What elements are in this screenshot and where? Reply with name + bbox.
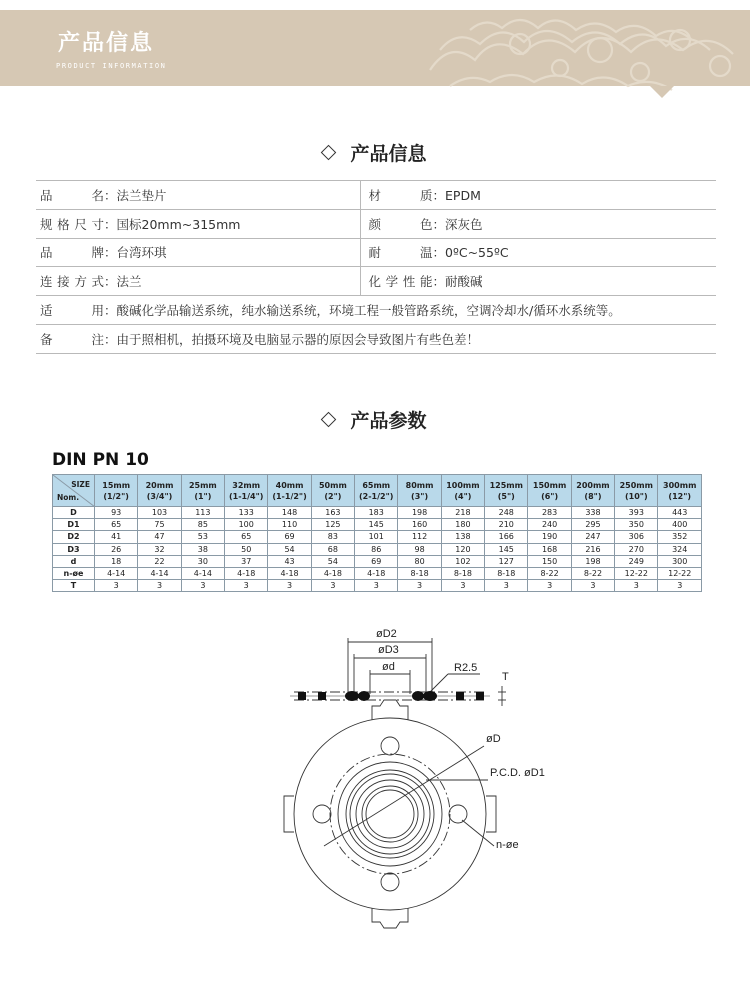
row-label: T	[53, 580, 95, 592]
section-block	[298, 692, 306, 700]
label-d3: øD3	[378, 644, 399, 656]
row-label: n-øe	[53, 567, 95, 579]
table-cell: 190	[528, 531, 571, 543]
info-label: 品牌	[40, 245, 104, 261]
table-cell: 37	[225, 555, 268, 567]
table-cell: 8-18	[398, 567, 441, 579]
usage-label: 适用	[40, 303, 104, 319]
info-row: 品牌：台湾环琪 耐温：0ºC~55ºC	[36, 238, 716, 267]
info-row: 规格尺寸：国标20mm~315mm 颜色：深灰色	[36, 209, 716, 238]
table-cell: 216	[571, 543, 614, 555]
table-cell: 83	[311, 531, 354, 543]
table-cell: 38	[181, 543, 224, 555]
col-mm: 200mm	[576, 480, 610, 490]
label-d: ød	[382, 661, 395, 673]
info-row-note: 备注：由于照相机，拍摄环境及电脑显示器的原因会导致图片有些色差！	[36, 324, 716, 353]
col-mm: 50mm	[318, 480, 347, 490]
table-cell: 283	[528, 507, 571, 519]
table-cell: 8-22	[528, 567, 571, 579]
table-cell: 65	[225, 531, 268, 543]
info-section-title	[0, 139, 750, 166]
spec-col-header	[571, 475, 614, 507]
table-cell: 163	[311, 507, 354, 519]
table-cell: 3	[528, 580, 571, 592]
col-mm: 40mm	[275, 480, 304, 490]
col-inch: (3")	[411, 491, 429, 501]
col-mm: 80mm	[405, 480, 434, 490]
col-mm: 25mm	[188, 480, 217, 490]
info-row: 连接方式：法兰 化学性能：耐酸碱	[36, 267, 716, 296]
table-cell: 338	[571, 507, 614, 519]
table-cell: 145	[485, 543, 528, 555]
table-row	[53, 543, 702, 555]
spec-col-header	[658, 475, 702, 507]
note-label: 备注	[40, 331, 104, 347]
table-cell: 400	[658, 519, 702, 531]
table-cell: 249	[615, 555, 658, 567]
outer-circle	[294, 718, 486, 910]
info-value: 台湾环琪	[116, 245, 167, 261]
col-mm: 300mm	[663, 480, 697, 490]
banner-title: 产品信息	[58, 31, 155, 56]
table-cell: 110	[268, 519, 311, 531]
info-value: EPDM	[445, 187, 481, 203]
table-cell: 4-18	[225, 567, 268, 579]
table-cell: 4-14	[181, 567, 224, 579]
table-cell: 54	[311, 555, 354, 567]
info-value: 法兰垫片	[116, 187, 167, 203]
info-value: 耐酸碱	[445, 274, 483, 290]
standard-label: DIN PN 10	[52, 450, 149, 470]
table-row	[53, 555, 702, 567]
label-t: T	[502, 671, 509, 683]
table-cell: 166	[485, 531, 528, 543]
section-bead	[412, 691, 424, 701]
bolt-hole	[381, 873, 399, 891]
diamond-icon	[321, 412, 337, 428]
table-cell: 69	[355, 555, 398, 567]
info-value: 0ºC~55ºC	[445, 245, 509, 261]
table-cell: 393	[615, 507, 658, 519]
spec-col-header	[355, 475, 398, 507]
table-row	[53, 580, 702, 592]
col-inch: (10")	[624, 491, 648, 501]
header-banner	[0, 10, 750, 86]
table-row	[53, 519, 702, 531]
col-mm: 100mm	[446, 480, 480, 490]
row-label: D2	[53, 531, 95, 543]
table-cell: 218	[441, 507, 484, 519]
table-cell: 47	[138, 531, 181, 543]
spec-col-header	[441, 475, 484, 507]
col-inch: (5")	[497, 491, 515, 501]
table-cell: 240	[528, 519, 571, 531]
table-cell: 8-18	[485, 567, 528, 579]
section-block	[318, 692, 326, 700]
table-cell: 65	[95, 519, 138, 531]
col-mm: 20mm	[145, 480, 174, 490]
banner-subtitle: PRODUCT INFORMATION	[56, 62, 167, 70]
col-inch: (1/2")	[103, 491, 129, 501]
corner-size-label: SIZE	[71, 480, 90, 489]
col-mm: 32mm	[232, 480, 261, 490]
table-cell: 30	[181, 555, 224, 567]
table-cell: 100	[225, 519, 268, 531]
table-cell: 150	[528, 555, 571, 567]
table-cell: 102	[441, 555, 484, 567]
table-cell: 160	[398, 519, 441, 531]
table-row	[53, 507, 702, 519]
table-cell: 3	[615, 580, 658, 592]
info-label: 耐温	[368, 245, 433, 261]
table-cell: 120	[441, 543, 484, 555]
info-label: 连接方式	[40, 274, 104, 290]
table-cell: 210	[485, 519, 528, 531]
col-mm: 65mm	[362, 480, 391, 490]
label-d2: øD2	[376, 628, 397, 640]
table-cell: 3	[311, 580, 354, 592]
table-cell: 133	[225, 507, 268, 519]
table-cell: 22	[138, 555, 181, 567]
table-cell: 3	[95, 580, 138, 592]
table-cell: 98	[398, 543, 441, 555]
info-label: 规格尺寸	[40, 216, 104, 232]
bolt-hole	[313, 805, 331, 823]
spec-col-header	[225, 475, 268, 507]
table-cell: 198	[398, 507, 441, 519]
col-mm: 15mm	[102, 480, 131, 490]
d2-circle	[338, 762, 442, 866]
table-cell: 4-18	[355, 567, 398, 579]
table-cell: 93	[95, 507, 138, 519]
table-cell: 247	[571, 531, 614, 543]
table-cell: 3	[398, 580, 441, 592]
note-value: 由于照相机，拍摄环境及电脑显示器的原因会导致图片有些色差！	[116, 331, 480, 347]
col-inch: (1")	[194, 491, 212, 501]
table-cell: 69	[268, 531, 311, 543]
table-cell: 443	[658, 507, 702, 519]
row-label: D1	[53, 519, 95, 531]
table-cell: 101	[355, 531, 398, 543]
table-cell: 138	[441, 531, 484, 543]
table-cell: 4-18	[268, 567, 311, 579]
spec-col-header	[528, 475, 571, 507]
info-row-usage: 适用：酸碱化学品输送系统，纯水输送系统，环境工程一般管路系统，空调冷却水/循环水系统等。	[36, 296, 716, 325]
banner-notch	[650, 86, 674, 98]
gasket-technical-drawing	[290, 624, 545, 986]
param-section-title-text: 产品参数	[350, 410, 427, 432]
col-inch: (4")	[454, 491, 472, 501]
info-section-title-text: 产品信息	[350, 143, 427, 165]
table-cell: 148	[268, 507, 311, 519]
table-cell: 270	[615, 543, 658, 555]
info-value: 法兰	[116, 274, 142, 290]
table-cell: 50	[225, 543, 268, 555]
table-cell: 54	[268, 543, 311, 555]
row-label: D	[53, 507, 95, 519]
spec-table	[52, 474, 702, 592]
col-mm: 250mm	[619, 480, 653, 490]
spec-header-row	[53, 475, 702, 507]
col-inch: (1-1/2")	[272, 491, 307, 501]
table-cell: 248	[485, 507, 528, 519]
table-cell: 26	[95, 543, 138, 555]
table-cell: 127	[485, 555, 528, 567]
table-cell: 8-18	[441, 567, 484, 579]
pcd-circle	[330, 754, 450, 874]
table-cell: 145	[355, 519, 398, 531]
label-r: R2.5	[454, 662, 478, 674]
table-row	[53, 567, 702, 579]
col-inch: (12")	[668, 491, 692, 501]
table-cell: 183	[355, 507, 398, 519]
table-cell: 3	[181, 580, 224, 592]
table-cell: 41	[95, 531, 138, 543]
info-label: 材质	[368, 187, 433, 203]
spec-body	[53, 507, 702, 592]
table-cell: 75	[138, 519, 181, 531]
table-cell: 8-22	[571, 567, 614, 579]
spec-col-header	[398, 475, 441, 507]
table-cell: 306	[615, 531, 658, 543]
table-cell: 18	[95, 555, 138, 567]
table-cell: 4-14	[95, 567, 138, 579]
table-cell: 112	[398, 531, 441, 543]
section-block	[476, 692, 484, 700]
info-value: 国标20mm~315mm	[116, 216, 241, 232]
table-cell: 12-22	[658, 567, 702, 579]
table-cell: 125	[311, 519, 354, 531]
table-cell: 3	[138, 580, 181, 592]
table-cell: 180	[441, 519, 484, 531]
label-od: øD	[486, 733, 501, 745]
spec-col-header	[181, 475, 224, 507]
bolt-hole	[381, 737, 399, 755]
table-cell: 3	[225, 580, 268, 592]
label-pcd: P.C.D. øD1	[490, 767, 545, 779]
table-cell: 3	[571, 580, 614, 592]
table-cell: 80	[398, 555, 441, 567]
table-cell: 4-18	[311, 567, 354, 579]
info-value: 深灰色	[445, 216, 483, 232]
row-label: D3	[53, 543, 95, 555]
table-cell: 198	[571, 555, 614, 567]
table-cell: 3	[268, 580, 311, 592]
table-cell: 43	[268, 555, 311, 567]
section-bead	[345, 691, 359, 701]
table-cell: 113	[181, 507, 224, 519]
spec-col-header	[485, 475, 528, 507]
section-bead	[358, 691, 370, 701]
table-cell: 3	[658, 580, 702, 592]
section-bead	[423, 691, 437, 701]
table-cell: 3	[441, 580, 484, 592]
table-cell: 12-22	[615, 567, 658, 579]
row-label: d	[53, 555, 95, 567]
info-label: 颜色	[368, 216, 433, 232]
col-inch: (2-1/2")	[359, 491, 394, 501]
table-cell: 68	[311, 543, 354, 555]
col-inch: (3/4")	[146, 491, 173, 501]
section-block	[456, 692, 464, 700]
product-info-table	[36, 180, 716, 354]
param-section-title	[0, 406, 750, 433]
col-mm: 150mm	[532, 480, 567, 490]
table-cell: 350	[615, 519, 658, 531]
col-mm: 125mm	[489, 480, 523, 490]
table-cell: 4-14	[138, 567, 181, 579]
col-inch: (6")	[541, 491, 559, 501]
table-cell: 32	[138, 543, 181, 555]
corner-nom-label: Nom.	[57, 493, 80, 502]
table-cell: 3	[355, 580, 398, 592]
info-label: 品名	[40, 187, 104, 203]
table-cell: 103	[138, 507, 181, 519]
spec-col-header	[615, 475, 658, 507]
col-inch: (2")	[324, 491, 342, 501]
label-ne: n-øe	[496, 839, 519, 851]
info-label: 化学性能	[368, 274, 433, 290]
table-cell: 300	[658, 555, 702, 567]
table-cell: 168	[528, 543, 571, 555]
usage-value: 酸碱化学品输送系统，纯水输送系统，环境工程一般管路系统，空调冷却水/循环水系统等。	[116, 303, 621, 319]
table-cell: 86	[355, 543, 398, 555]
table-cell: 352	[658, 531, 702, 543]
spec-col-header	[138, 475, 181, 507]
spec-col-header	[311, 475, 354, 507]
spec-col-header	[268, 475, 311, 507]
table-cell: 324	[658, 543, 702, 555]
spec-col-header	[95, 475, 138, 507]
table-row	[53, 531, 702, 543]
table-cell: 85	[181, 519, 224, 531]
table-cell: 3	[485, 580, 528, 592]
col-inch: (1-1/4")	[228, 491, 264, 501]
col-inch: (8")	[584, 491, 602, 501]
table-cell: 53	[181, 531, 224, 543]
info-row: 品名：法兰垫片 材质：EPDM	[36, 181, 716, 210]
table-cell: 295	[571, 519, 614, 531]
bolt-hole	[449, 805, 467, 823]
spec-corner-cell	[53, 475, 95, 507]
diamond-icon	[321, 145, 337, 161]
